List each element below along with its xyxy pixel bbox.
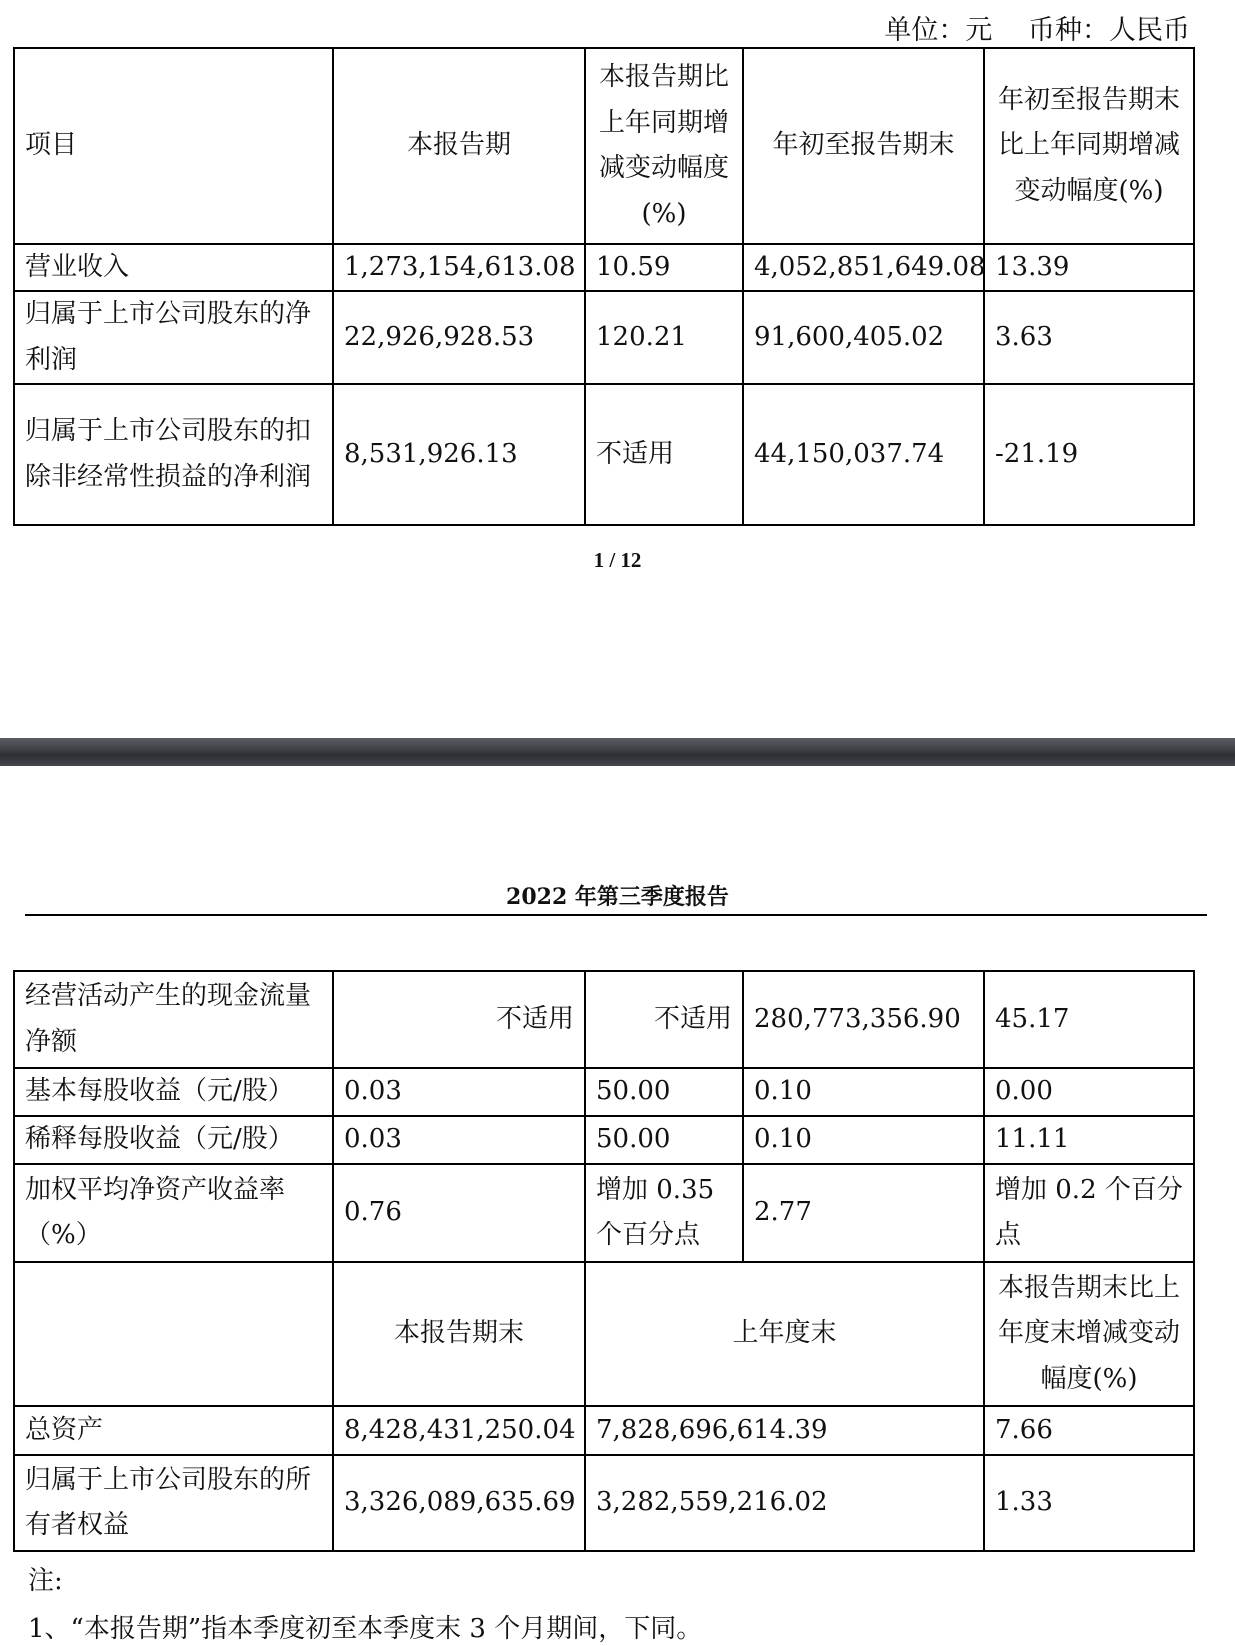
cell-value: 1.33 <box>984 1455 1194 1551</box>
cell-value: 22,926,928.53 <box>333 291 585 384</box>
cell-value: 0.10 <box>743 1068 984 1116</box>
row-label: 总资产 <box>14 1406 333 1455</box>
table-row <box>14 384 1194 525</box>
cell-value: 13.39 <box>984 244 1194 291</box>
subheader-change: 本报告期末比上年度末增减变动幅度(%) <box>984 1262 1194 1406</box>
cell-value: 不适用 <box>585 384 743 525</box>
cell-value: 2.77 <box>743 1164 984 1262</box>
report-header: 2022 年第三季度报告 <box>506 884 729 910</box>
header-rule <box>25 914 1207 916</box>
cell-value: 50.00 <box>585 1068 743 1116</box>
row-label: 归属于上市公司股东的扣除非经常性损益的净利润 <box>14 384 333 525</box>
cell-value: 1,273,154,613.08 <box>333 244 585 291</box>
cell-value: 4,052,851,649.08 <box>743 244 984 291</box>
cell-value: 44,150,037.74 <box>743 384 984 525</box>
cell-value: 0.03 <box>333 1068 585 1116</box>
page-separator-band <box>0 738 1235 766</box>
subheader-prior-year-end: 上年度末 <box>585 1262 984 1406</box>
cell-value: 7,828,696,614.39 <box>585 1406 984 1455</box>
row-label: 稀释每股收益（元/股） <box>14 1116 333 1164</box>
cell-value: 8,428,431,250.04 <box>333 1406 585 1455</box>
table-header-row <box>14 48 1194 244</box>
cell-value: 11.11 <box>984 1116 1194 1164</box>
header-current-period-change: 本报告期比上年同期增减变动幅度(%) <box>585 48 743 244</box>
notes-label: 注: <box>28 1566 63 1596</box>
cell-value: 0.00 <box>984 1068 1194 1116</box>
cell-value: 91,600,405.02 <box>743 291 984 384</box>
cell-value: 3.63 <box>984 291 1194 384</box>
currency-unit-line: 单位：元 币种：人民币 <box>884 15 1190 46</box>
table-row <box>14 1164 1194 1262</box>
row-label: 营业收入 <box>14 244 333 291</box>
row-label: 归属于上市公司股东的所有者权益 <box>14 1455 333 1551</box>
table-row <box>14 1068 1194 1116</box>
cell-value: 不适用 <box>585 971 743 1068</box>
table-row <box>14 1116 1194 1164</box>
subheader-period-end: 本报告期末 <box>333 1262 585 1406</box>
cell-value: 8,531,926.13 <box>333 384 585 525</box>
table-row <box>14 1455 1194 1551</box>
table-row <box>14 1406 1194 1455</box>
table-row <box>14 244 1194 291</box>
table-subheader-row <box>14 1262 1194 1406</box>
cell-value: 45.17 <box>984 971 1194 1068</box>
cell-value: 50.00 <box>585 1116 743 1164</box>
cell-value: 7.66 <box>984 1406 1194 1455</box>
header-year-to-date: 年初至报告期末 <box>743 48 984 244</box>
financial-data-table-2 <box>13 970 1195 1552</box>
cell-value: 0.76 <box>333 1164 585 1262</box>
cell-value: -21.19 <box>984 384 1194 525</box>
cell-value: 0.10 <box>743 1116 984 1164</box>
page-number: 1 / 12 <box>593 548 642 572</box>
financial-data-table-1 <box>13 47 1195 526</box>
table-row <box>14 971 1194 1068</box>
cell-value: 3,282,559,216.02 <box>585 1455 984 1551</box>
cell-value: 增加 0.35 个百分点 <box>585 1164 743 1262</box>
cell-value: 0.03 <box>333 1116 585 1164</box>
cell-value: 增加 0.2 个百分点 <box>984 1164 1194 1262</box>
header-year-to-date-change: 年初至报告期末比上年同期增减变动幅度(%) <box>984 48 1194 244</box>
header-current-period: 本报告期 <box>333 48 585 244</box>
cell-value: 280,773,356.90 <box>743 971 984 1068</box>
cell-value: 10.59 <box>585 244 743 291</box>
row-label: 经营活动产生的现金流量净额 <box>14 971 333 1068</box>
row-label: 加权平均净资产收益率（%） <box>14 1164 333 1262</box>
table-row <box>14 291 1194 384</box>
note-item-1: 1、“本报告期”指本季度初至本季度末 3 个月期间，下同。 <box>28 1614 703 1644</box>
cell-value: 3,326,089,635.69 <box>333 1455 585 1551</box>
header-item: 项目 <box>14 48 333 244</box>
subheader-empty <box>14 1262 333 1406</box>
cell-value: 不适用 <box>333 971 585 1068</box>
row-label: 归属于上市公司股东的净利润 <box>14 291 333 384</box>
cell-value: 120.21 <box>585 291 743 384</box>
row-label: 基本每股收益（元/股） <box>14 1068 333 1116</box>
